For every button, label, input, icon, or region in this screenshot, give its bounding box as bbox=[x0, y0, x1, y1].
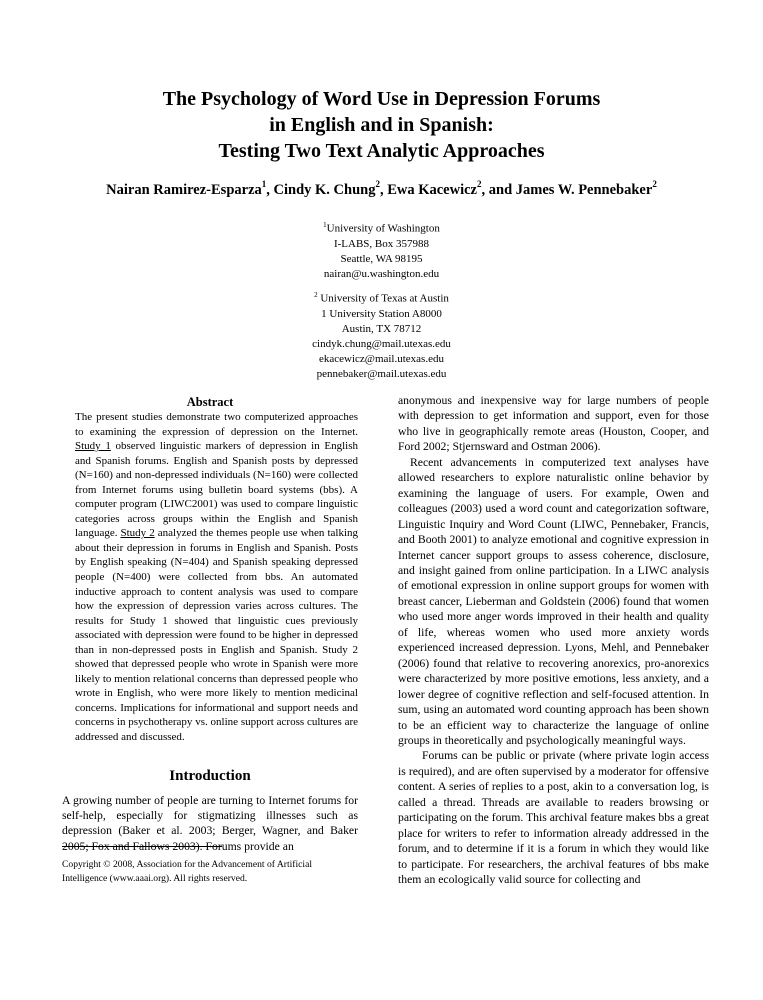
affiliation-2-email-3: pennebaker@mail.utexas.edu bbox=[316, 367, 447, 380]
affiliation-1 bbox=[0, 218, 763, 282]
author-4-affil: 2 bbox=[652, 179, 657, 189]
right-paragraph-2: Recent advancements in computerized text analyses have allowed researchers to explore naturalistic online behavior by examining the language of users. For example, Owen and colleagues (2003) used a word count and categorization software, Linguistic Inquiry and Word Count (LIWC, Pennebaker, Francis, and Booth 2001) to analyze emotional and cognitive expression in Internet cancer support groups to assess coherence, disclosure, and insight gained from online participation. In a LIWC analysis of emotional expression in online support groups for women with breast cancer, Lieberman and Goldstein (2006) found that women who used more anger words improved in their health and quality of life, whereas women who used more anxiety words experienced increased depression. Lyons, Mehl, and Pennebaker (2006) found that relative to recovering anorexics, pro-anorexics were characterized by more positive emotions, less anxiety, and a lower degree of cognitive reflection and self-focused attention. In sum, using an automated word counting approach has been shown to be an efficient way to characterize the language of online groups in theoretically and psychologically meaningful ways. bbox=[398, 455, 709, 747]
author-list bbox=[0, 175, 763, 200]
abstract-text: The present studies demonstrate two computerized approaches to examining the expression of depression on the Internet. Study 1 observed linguistic markers of depression in English and Spanish forums. English and Spanish posts by depressed (N=160) and non-depressed individuals (N=160) were collected from Internet forums using bulletin board systems (bbs). A computer program (LIWC2001) was used to compare linguistic categories across groups within the English and Spanish language. Study 2 analyzed the themes people use when talking about their depression in forums in English and Spanish. Posts by English speaking (N=404) and Spanish speaking depressed people (N=400) were collected from bbs. An automated inductive approach to content analysis was used to compare how the expression of depression varies across cultures. The results for Study 1 showed that linguistic cues previously associated with depression were found to be higher in depressed than in non-depressed posts in English and Spanish. Study 2 showed that depressed people who wrote in Spanish were more likely to mention relational concerns than depressed people who wrote in English, who were more likely to mention medicinal concerns. Implications for informational and support needs and concerns in psychotherapy vs. online support across cultures are addressed and discussed. bbox=[75, 411, 359, 744]
affiliation-1-marker: 1 bbox=[323, 221, 327, 229]
affiliation-2-station: 1 University Station A8000 bbox=[321, 307, 442, 320]
author-2-affil: 2 bbox=[375, 179, 380, 189]
copyright-notice: Copyright © 2008, Association for the Advancement of Artificial Intelligence (www.aaai.org). All rights reserved. bbox=[62, 859, 313, 884]
author-3-affil: 2 bbox=[477, 179, 482, 189]
paper-title bbox=[0, 86, 763, 164]
study-1-label: Study 1 bbox=[75, 440, 111, 453]
study-2-label: Study 2 bbox=[120, 527, 155, 540]
author-2: , Cindy K. Chung bbox=[266, 181, 376, 198]
title-line-1: The Psychology of Word Use in Depression Forums bbox=[162, 88, 601, 110]
affiliation-2-institution: University of Texas at Austin bbox=[317, 292, 449, 305]
affiliation-2 bbox=[0, 288, 763, 382]
affiliation-2-marker: 2 bbox=[314, 291, 318, 299]
affiliation-1-institution: University of Washington bbox=[326, 222, 440, 235]
author-4: , and James W. Pennebaker bbox=[481, 181, 653, 198]
left-column bbox=[62, 394, 358, 854]
introduction-heading: Introduction bbox=[169, 767, 251, 784]
right-paragraph-3: Forums can be public or private (where private login access is required), and are often supervised by a moderator for offensive content. A series of replies to a post, akin to a conversation log, is called a thread. Threads are available to readers browsing or participating on the forum. This archival feature makes bbs a great place for writers to refer to information already addressed in the forum, and to determine if it is a forum in which they would like to participate. For researchers, the archival features of bbs make them an ecologically valid source for collecting and bbox=[398, 749, 710, 887]
affiliation-2-city: Austin, TX 78712 bbox=[341, 322, 422, 335]
affiliation-2-email-1: cindyk.chung@mail.utexas.edu bbox=[312, 337, 451, 350]
affiliation-1-dept: I-LABS, Box 357988 bbox=[333, 237, 430, 250]
right-column bbox=[398, 393, 709, 888]
title-line-2: in English and in Spanish: bbox=[269, 114, 494, 136]
author-3: , Ewa Kacewicz bbox=[379, 181, 477, 198]
right-paragraph-1: anonymous and inexpensive way for large numbers of people with depression to get information and support, even for those who live in geographically remote areas (Houston, Cooper, and Ford 2002; Stjernsward and Ostman 2006). bbox=[398, 394, 709, 454]
author-1: Nairan Ramirez-Esparza bbox=[106, 181, 262, 198]
affiliation-1-city: Seattle, WA 98195 bbox=[340, 252, 423, 265]
introduction-paragraph: A growing number of people are turning to Internet forums for self-help, especially for stigmatizing illnesses such as depression (Baker et al. 2003; Berger, Wagner, and Baker 2005; Fox and Fallows 2003). Forums provide an bbox=[62, 793, 358, 853]
title-line-3: Testing Two Text Analytic Approaches bbox=[218, 140, 545, 162]
author-1-affil: 1 bbox=[261, 179, 267, 189]
affiliation-1-email: nairan@u.washington.edu bbox=[323, 267, 440, 280]
footnote-divider bbox=[62, 846, 222, 847]
affiliation-2-email-2: ekacewicz@mail.utexas.edu bbox=[319, 352, 444, 365]
abstract-heading: Abstract bbox=[186, 395, 234, 409]
